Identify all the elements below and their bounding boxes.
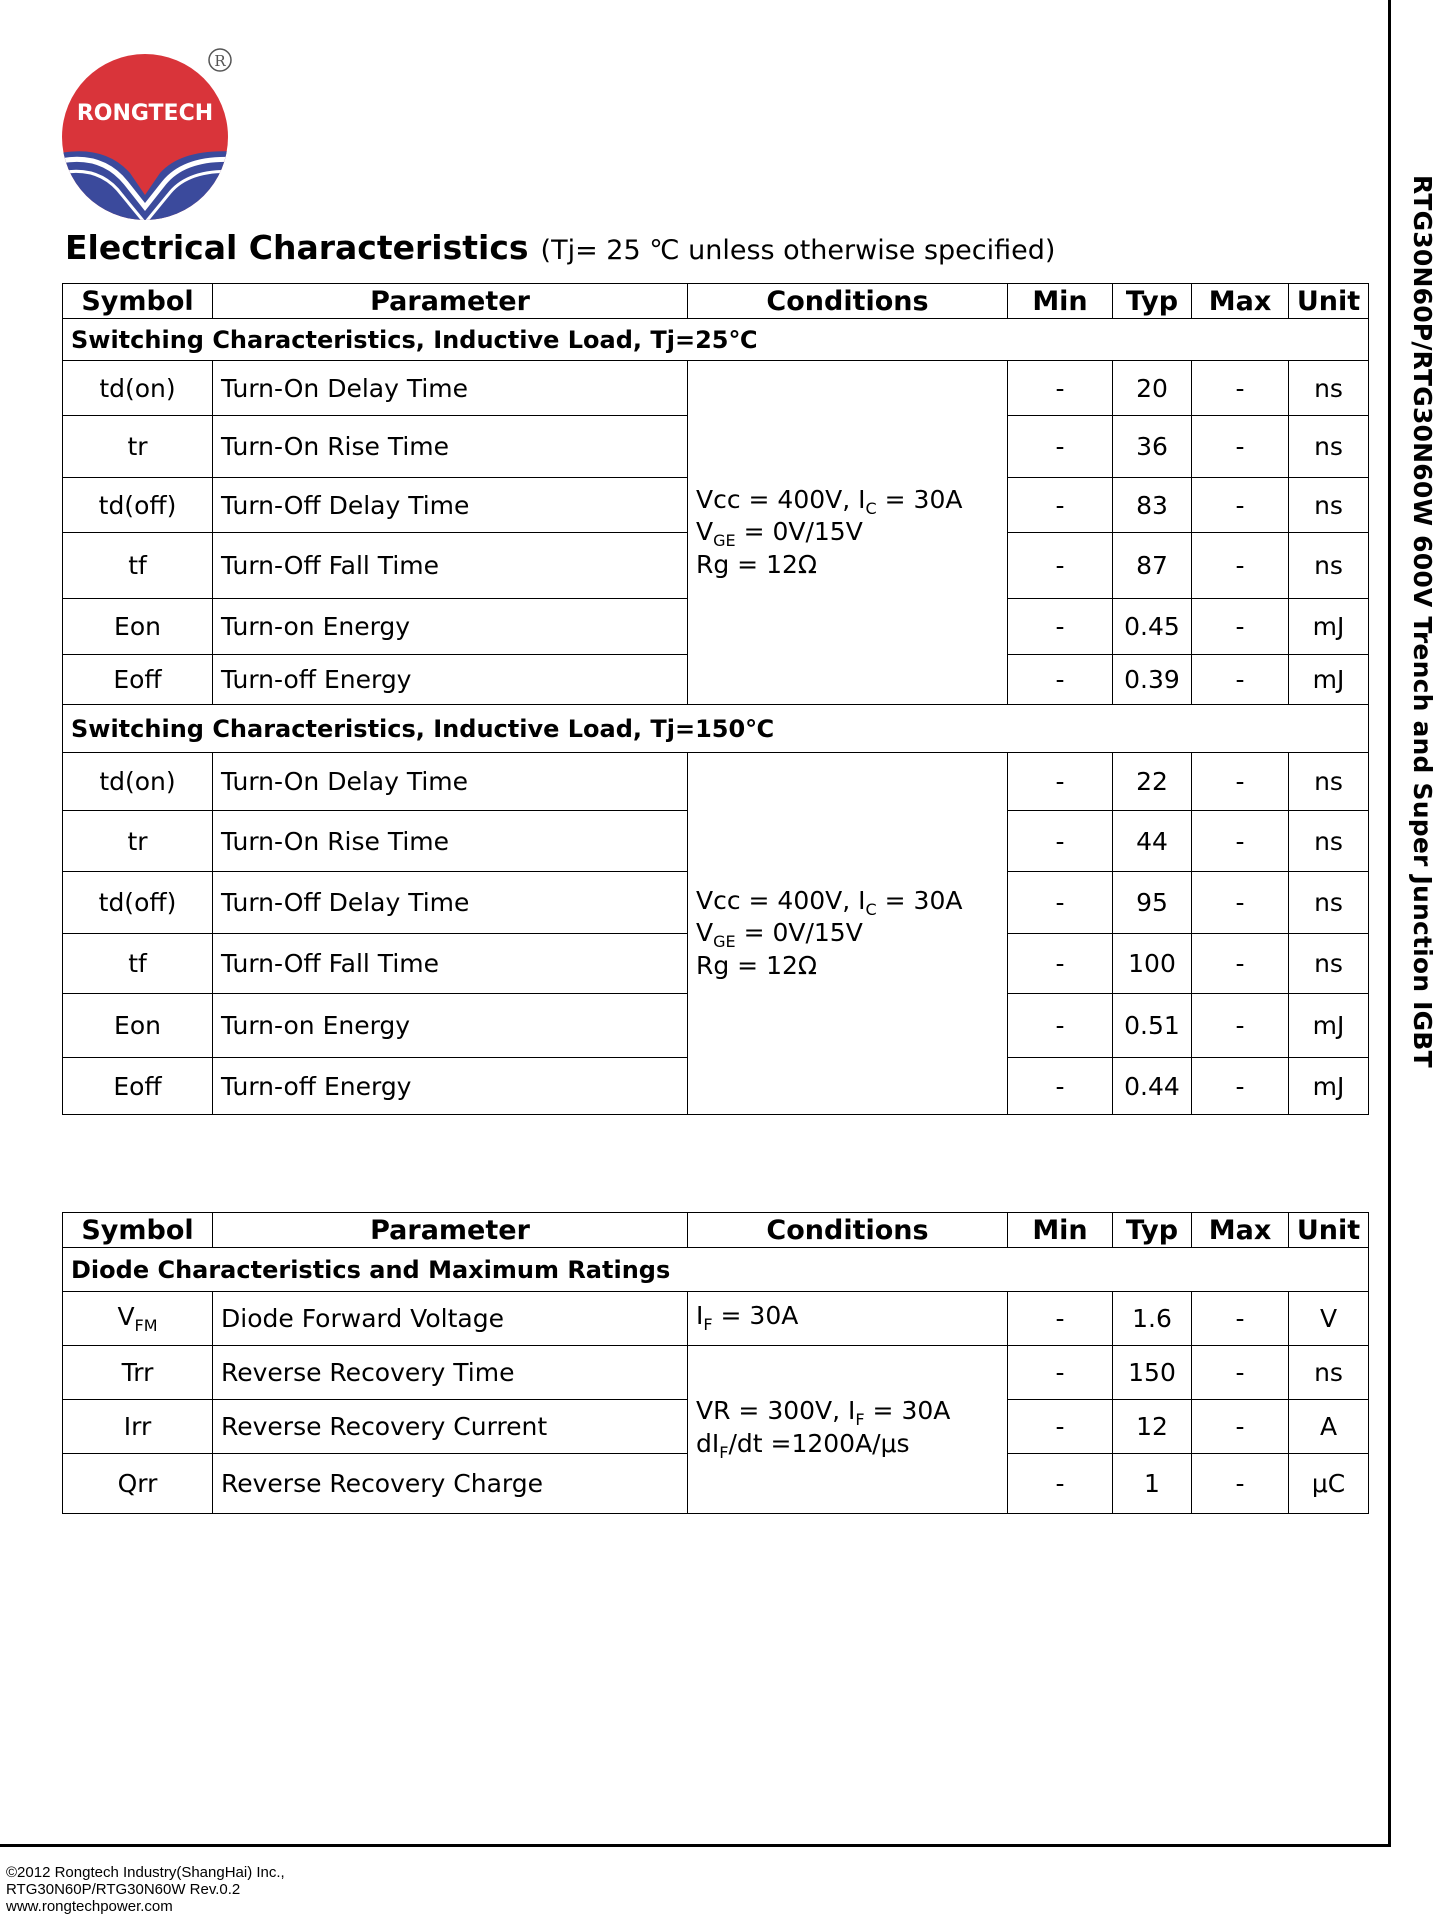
page-heading xyxy=(65,228,1055,267)
parameter-cell: Turn-On Delay Time xyxy=(213,753,688,811)
unit-cell: V xyxy=(1289,1292,1369,1346)
header-parameter: Parameter xyxy=(213,284,688,319)
unit-cell: A xyxy=(1289,1400,1369,1454)
svg-text:R: R xyxy=(214,52,226,70)
typ-cell: 36 xyxy=(1113,416,1192,478)
table-row xyxy=(63,1292,1369,1346)
symbol-cell: tr xyxy=(63,416,213,478)
min-cell: - xyxy=(1008,655,1113,705)
table-header-row xyxy=(63,284,1369,319)
conditions-cell-25c: Vcc = 400V, $I_C = 30A$ $V_{GE} = 0V/15V$ Rg = 12Ω xyxy=(688,361,1008,705)
min-cell: - xyxy=(1008,1058,1113,1115)
section-title-150c: Switching Characteristics, Inductive Load, Tj=150℃ xyxy=(63,705,1369,753)
parameter-cell: Turn-on Energy xyxy=(213,599,688,655)
symbol-cell: Eon xyxy=(63,599,213,655)
min-cell: - xyxy=(1008,811,1113,872)
min-cell: - xyxy=(1008,753,1113,811)
symbol-cell: tf xyxy=(63,934,213,994)
header-typ: Typ xyxy=(1113,284,1192,319)
unit-cell: ns xyxy=(1289,753,1369,811)
unit-cell: ns xyxy=(1289,1346,1369,1400)
min-cell: - xyxy=(1008,533,1113,599)
typ-cell: 22 xyxy=(1113,753,1192,811)
parameter-cell: Turn-Off Fall Time xyxy=(213,533,688,599)
typ-cell: 95 xyxy=(1113,872,1192,934)
max-cell: - xyxy=(1192,1454,1289,1514)
symbol-cell: Trr xyxy=(63,1346,213,1400)
unit-cell: ns xyxy=(1289,533,1369,599)
symbol-cell: td(on) xyxy=(63,361,213,416)
min-cell: - xyxy=(1008,872,1113,934)
parameter-cell: Reverse Recovery Current xyxy=(213,1400,688,1454)
symbol-cell: Eon xyxy=(63,994,213,1058)
typ-cell: 87 xyxy=(1113,533,1192,599)
parameter-cell: Turn-Off Delay Time xyxy=(213,478,688,533)
max-cell: - xyxy=(1192,872,1289,934)
symbol-cell: td(off) xyxy=(63,478,213,533)
conditions-cell-vfm: $I_F = 30A$ xyxy=(688,1292,1008,1346)
typ-cell: 0.39 xyxy=(1113,655,1192,705)
max-cell: - xyxy=(1192,599,1289,655)
max-cell: - xyxy=(1192,1400,1289,1454)
footer-revision: RTG30N60P/RTG30N60W Rev.0.2 xyxy=(6,1881,241,1898)
typ-cell: 83 xyxy=(1113,478,1192,533)
header-min: Min xyxy=(1008,1213,1113,1248)
max-cell: - xyxy=(1192,811,1289,872)
header-conditions: Conditions xyxy=(688,284,1008,319)
max-cell: - xyxy=(1192,478,1289,533)
parameter-cell: Turn-On Delay Time xyxy=(213,361,688,416)
max-cell: - xyxy=(1192,533,1289,599)
header-unit: Unit xyxy=(1289,284,1369,319)
heading-title: Electrical Characteristics xyxy=(65,228,529,267)
section-row xyxy=(63,705,1369,753)
unit-cell: mJ xyxy=(1289,599,1369,655)
max-cell: - xyxy=(1192,1292,1289,1346)
symbol-cell: Eoff xyxy=(63,1058,213,1115)
parameter-cell: Turn-off Energy xyxy=(213,1058,688,1115)
header-max: Max xyxy=(1192,1213,1289,1248)
parameter-cell: Reverse Recovery Charge xyxy=(213,1454,688,1514)
unit-cell: mJ xyxy=(1289,655,1369,705)
header-min: Min xyxy=(1008,284,1113,319)
unit-cell: μC xyxy=(1289,1454,1369,1514)
footer-copyright: ©2012 Rongtech Industry(ShangHai) Inc., xyxy=(6,1864,285,1881)
conditions-cell-recovery: VR = 300V, $I_F = 30A$ $dI_F/dt =1200A/\mu s$ xyxy=(688,1346,1008,1514)
typ-cell: 44 xyxy=(1113,811,1192,872)
max-cell: - xyxy=(1192,994,1289,1058)
parameter-cell: Turn-On Rise Time xyxy=(213,811,688,872)
typ-cell: 20 xyxy=(1113,361,1192,416)
unit-cell: mJ xyxy=(1289,994,1369,1058)
min-cell: - xyxy=(1008,1292,1113,1346)
logo-brand-text: RONGTECH xyxy=(76,101,214,126)
symbol-cell: td(off) xyxy=(63,872,213,934)
heading-note: (Tj= 25 ℃ unless otherwise specified) xyxy=(540,235,1056,266)
unit-cell: ns xyxy=(1289,361,1369,416)
parameter-cell: Turn-Off Delay Time xyxy=(213,872,688,934)
max-cell: - xyxy=(1192,753,1289,811)
header-parameter: Parameter xyxy=(213,1213,688,1248)
symbol-cell: Eoff xyxy=(63,655,213,705)
symbol-cell: tf xyxy=(63,533,213,599)
footer-website: www.rongtechpower.com xyxy=(6,1898,173,1915)
min-cell: - xyxy=(1008,1400,1113,1454)
switching-characteristics-table xyxy=(62,283,1369,1115)
min-cell: - xyxy=(1008,1454,1113,1514)
max-cell: - xyxy=(1192,416,1289,478)
page-footer xyxy=(6,1864,285,1915)
typ-cell: 0.45 xyxy=(1113,599,1192,655)
max-cell: - xyxy=(1192,934,1289,994)
header-conditions: Conditions xyxy=(688,1213,1008,1248)
header-max: Max xyxy=(1192,284,1289,319)
min-cell: - xyxy=(1008,1346,1113,1400)
symbol-cell: Irr xyxy=(63,1400,213,1454)
typ-cell: 1 xyxy=(1113,1454,1192,1514)
header-unit: Unit xyxy=(1289,1213,1369,1248)
header-typ: Typ xyxy=(1113,1213,1192,1248)
typ-cell: 0.51 xyxy=(1113,994,1192,1058)
symbol-cell: tr xyxy=(63,811,213,872)
rongtech-logo xyxy=(60,45,250,225)
header-symbol: Symbol xyxy=(63,1213,213,1248)
unit-cell: ns xyxy=(1289,934,1369,994)
symbol-cell: $V_{FM}$ xyxy=(63,1292,213,1346)
typ-cell: 12 xyxy=(1113,1400,1192,1454)
min-cell: - xyxy=(1008,994,1113,1058)
min-cell: - xyxy=(1008,361,1113,416)
min-cell: - xyxy=(1008,934,1113,994)
table-row xyxy=(63,753,1369,811)
document-side-title: RTG30N60P/RTG30N60W 600V Trench and Super Junction IGBT xyxy=(1408,175,1437,1068)
unit-cell: ns xyxy=(1289,811,1369,872)
table-header-row xyxy=(63,1213,1369,1248)
min-cell: - xyxy=(1008,478,1113,533)
typ-cell: 100 xyxy=(1113,934,1192,994)
diode-characteristics-table xyxy=(62,1212,1369,1514)
parameter-cell: Reverse Recovery Time xyxy=(213,1346,688,1400)
table-row xyxy=(63,1346,1369,1400)
unit-cell: mJ xyxy=(1289,1058,1369,1115)
max-cell: - xyxy=(1192,361,1289,416)
min-cell: - xyxy=(1008,416,1113,478)
parameter-cell: Diode Forward Voltage xyxy=(213,1292,688,1346)
max-cell: - xyxy=(1192,1346,1289,1400)
header-symbol: Symbol xyxy=(63,284,213,319)
typ-cell: 150 xyxy=(1113,1346,1192,1400)
typ-cell: 0.44 xyxy=(1113,1058,1192,1115)
conditions-cell-150c: Vcc = 400V, $I_C = 30A$ $V_{GE} = 0V/15V$ Rg = 12Ω xyxy=(688,753,1008,1115)
max-cell: - xyxy=(1192,1058,1289,1115)
max-cell: - xyxy=(1192,655,1289,705)
section-row xyxy=(63,319,1369,361)
parameter-cell: Turn-on Energy xyxy=(213,994,688,1058)
min-cell: - xyxy=(1008,599,1113,655)
section-row xyxy=(63,1248,1369,1292)
parameter-cell: Turn-off Energy xyxy=(213,655,688,705)
symbol-cell: Qrr xyxy=(63,1454,213,1514)
unit-cell: ns xyxy=(1289,872,1369,934)
section-title-25c: Switching Characteristics, Inductive Load, Tj=25℃ xyxy=(63,319,1369,361)
unit-cell: ns xyxy=(1289,416,1369,478)
unit-cell: ns xyxy=(1289,478,1369,533)
table-row xyxy=(63,361,1369,416)
parameter-cell: Turn-On Rise Time xyxy=(213,416,688,478)
section-title-diode: Diode Characteristics and Maximum Ratings xyxy=(63,1248,1369,1292)
typ-cell: 1.6 xyxy=(1113,1292,1192,1346)
symbol-cell: td(on) xyxy=(63,753,213,811)
parameter-cell: Turn-Off Fall Time xyxy=(213,934,688,994)
